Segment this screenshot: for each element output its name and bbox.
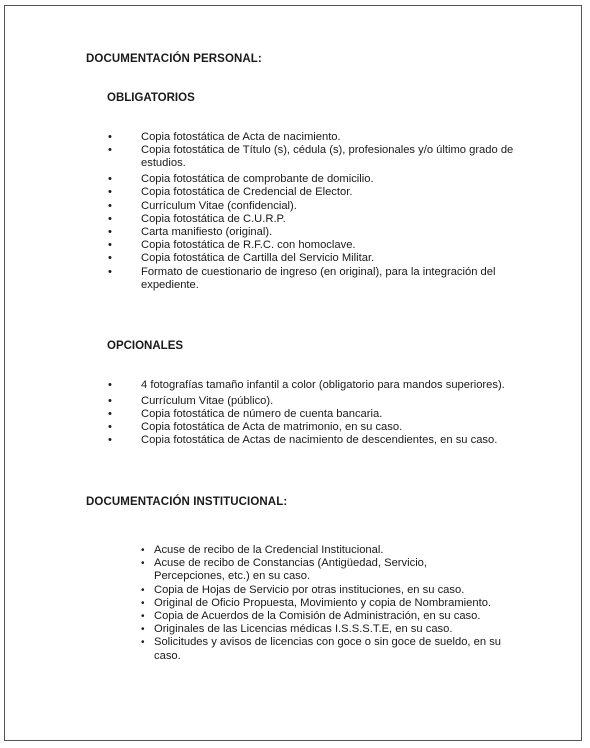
bullet-icon: •: [108, 434, 112, 447]
bullet-icon: •: [108, 186, 112, 199]
list-item: • Currículum Vitae (público).: [108, 394, 274, 407]
list-item: • Copia fotostática de R.F.C. con homoclave.: [108, 239, 356, 252]
bullet-icon: •: [108, 144, 112, 157]
bullet-icon: •: [141, 558, 145, 570]
list-item: • Solicitudes y avisos de licencias con goce o sin goce de sueldo, en su caso.: [141, 636, 502, 662]
bullet-icon: •: [108, 408, 112, 420]
list-item: • Copia fotostática de Cartilla del Servicio Militar.: [108, 252, 375, 265]
bullet-icon: •: [141, 597, 145, 609]
bullet-icon: •: [141, 624, 145, 636]
document-page: [4, 5, 582, 741]
list-item: • Acuse de recibo de la Credencial Institucional.: [141, 544, 384, 556]
bullet-icon: •: [141, 584, 145, 596]
list-opcionales: [108, 379, 515, 448]
bullet-icon: •: [108, 199, 112, 212]
list-item: • Copia fotostática de Acta de nacimiento.: [108, 131, 341, 143]
section-title-personal: DOCUMENTACIÓN PERSONAL:: [86, 53, 262, 65]
list-item: • Original de Oficio Propuesta, Movimiento y copia de Nombramiento.: [141, 596, 492, 609]
subsection-title-obligatorios: OBLIGATORIOS: [107, 92, 195, 104]
list-item: • Currículum Vitae (confidencial).: [108, 199, 297, 212]
bullet-icon: •: [141, 637, 145, 649]
list-obligatorios: [108, 131, 515, 295]
bullet-icon: •: [108, 212, 112, 225]
bullet-icon: •: [108, 173, 112, 186]
bullet-icon: •: [108, 421, 112, 434]
bullet-icon: •: [108, 379, 112, 391]
list-institucional: [141, 544, 510, 663]
bullet-icon: •: [108, 265, 112, 278]
bullet-icon: •: [141, 611, 145, 623]
list-item: • Originales de las Licencias médicas I.S.S.S.T.E, en su caso.: [141, 623, 453, 636]
list-item: • Copia fotostática de Actas de nacimiento de descendientes, en su caso.: [108, 434, 498, 447]
bullet-icon: •: [108, 394, 112, 407]
list-item: • Formato de cuestionario de ingreso (en original), para la integración del expediente.: [108, 265, 496, 291]
list-item: • 4 fotografías tamaño infantil a color (obligatorio para mandos superiores).: [108, 379, 505, 391]
bullet-icon: •: [108, 239, 112, 252]
subsection-title-opcionales: OPCIONALES: [107, 340, 184, 352]
list-item: • Acuse de recibo de Constancias (Antigüedad, Servicio, Percepciones, etc.) en su caso.: [141, 557, 428, 583]
bullet-icon: •: [108, 131, 112, 143]
list-item: • Copia fotostática de número de cuenta bancaria.: [108, 408, 383, 420]
list-item: • Copia fotostática de C.U.R.P.: [108, 212, 286, 225]
list-item: • Copia de Hojas de Servicio por otras instituciones, en su caso.: [141, 583, 465, 596]
section-title-institucional: DOCUMENTACIÓN INSTITUCIONAL:: [86, 496, 288, 508]
list-item: • Carta manifiesto (original).: [108, 226, 273, 239]
bullet-icon: •: [141, 545, 145, 556]
bullet-icon: •: [108, 252, 112, 265]
list-item: • Copia fotostática de Credencial de Elector.: [108, 186, 353, 199]
list-item: • Copia de Acuerdos de la Comisión de Administración, en su caso.: [141, 610, 481, 623]
list-item: • Copia fotostática de Acta de matrimonio, en su caso.: [108, 421, 403, 434]
list-item: • Copia fotostática de comprobante de domicilio.: [108, 173, 374, 186]
bullet-icon: •: [108, 226, 112, 239]
list-item: • Copia fotostática de Título (s), cédula (s), profesionales y/o último grado de estudios.: [108, 144, 514, 170]
